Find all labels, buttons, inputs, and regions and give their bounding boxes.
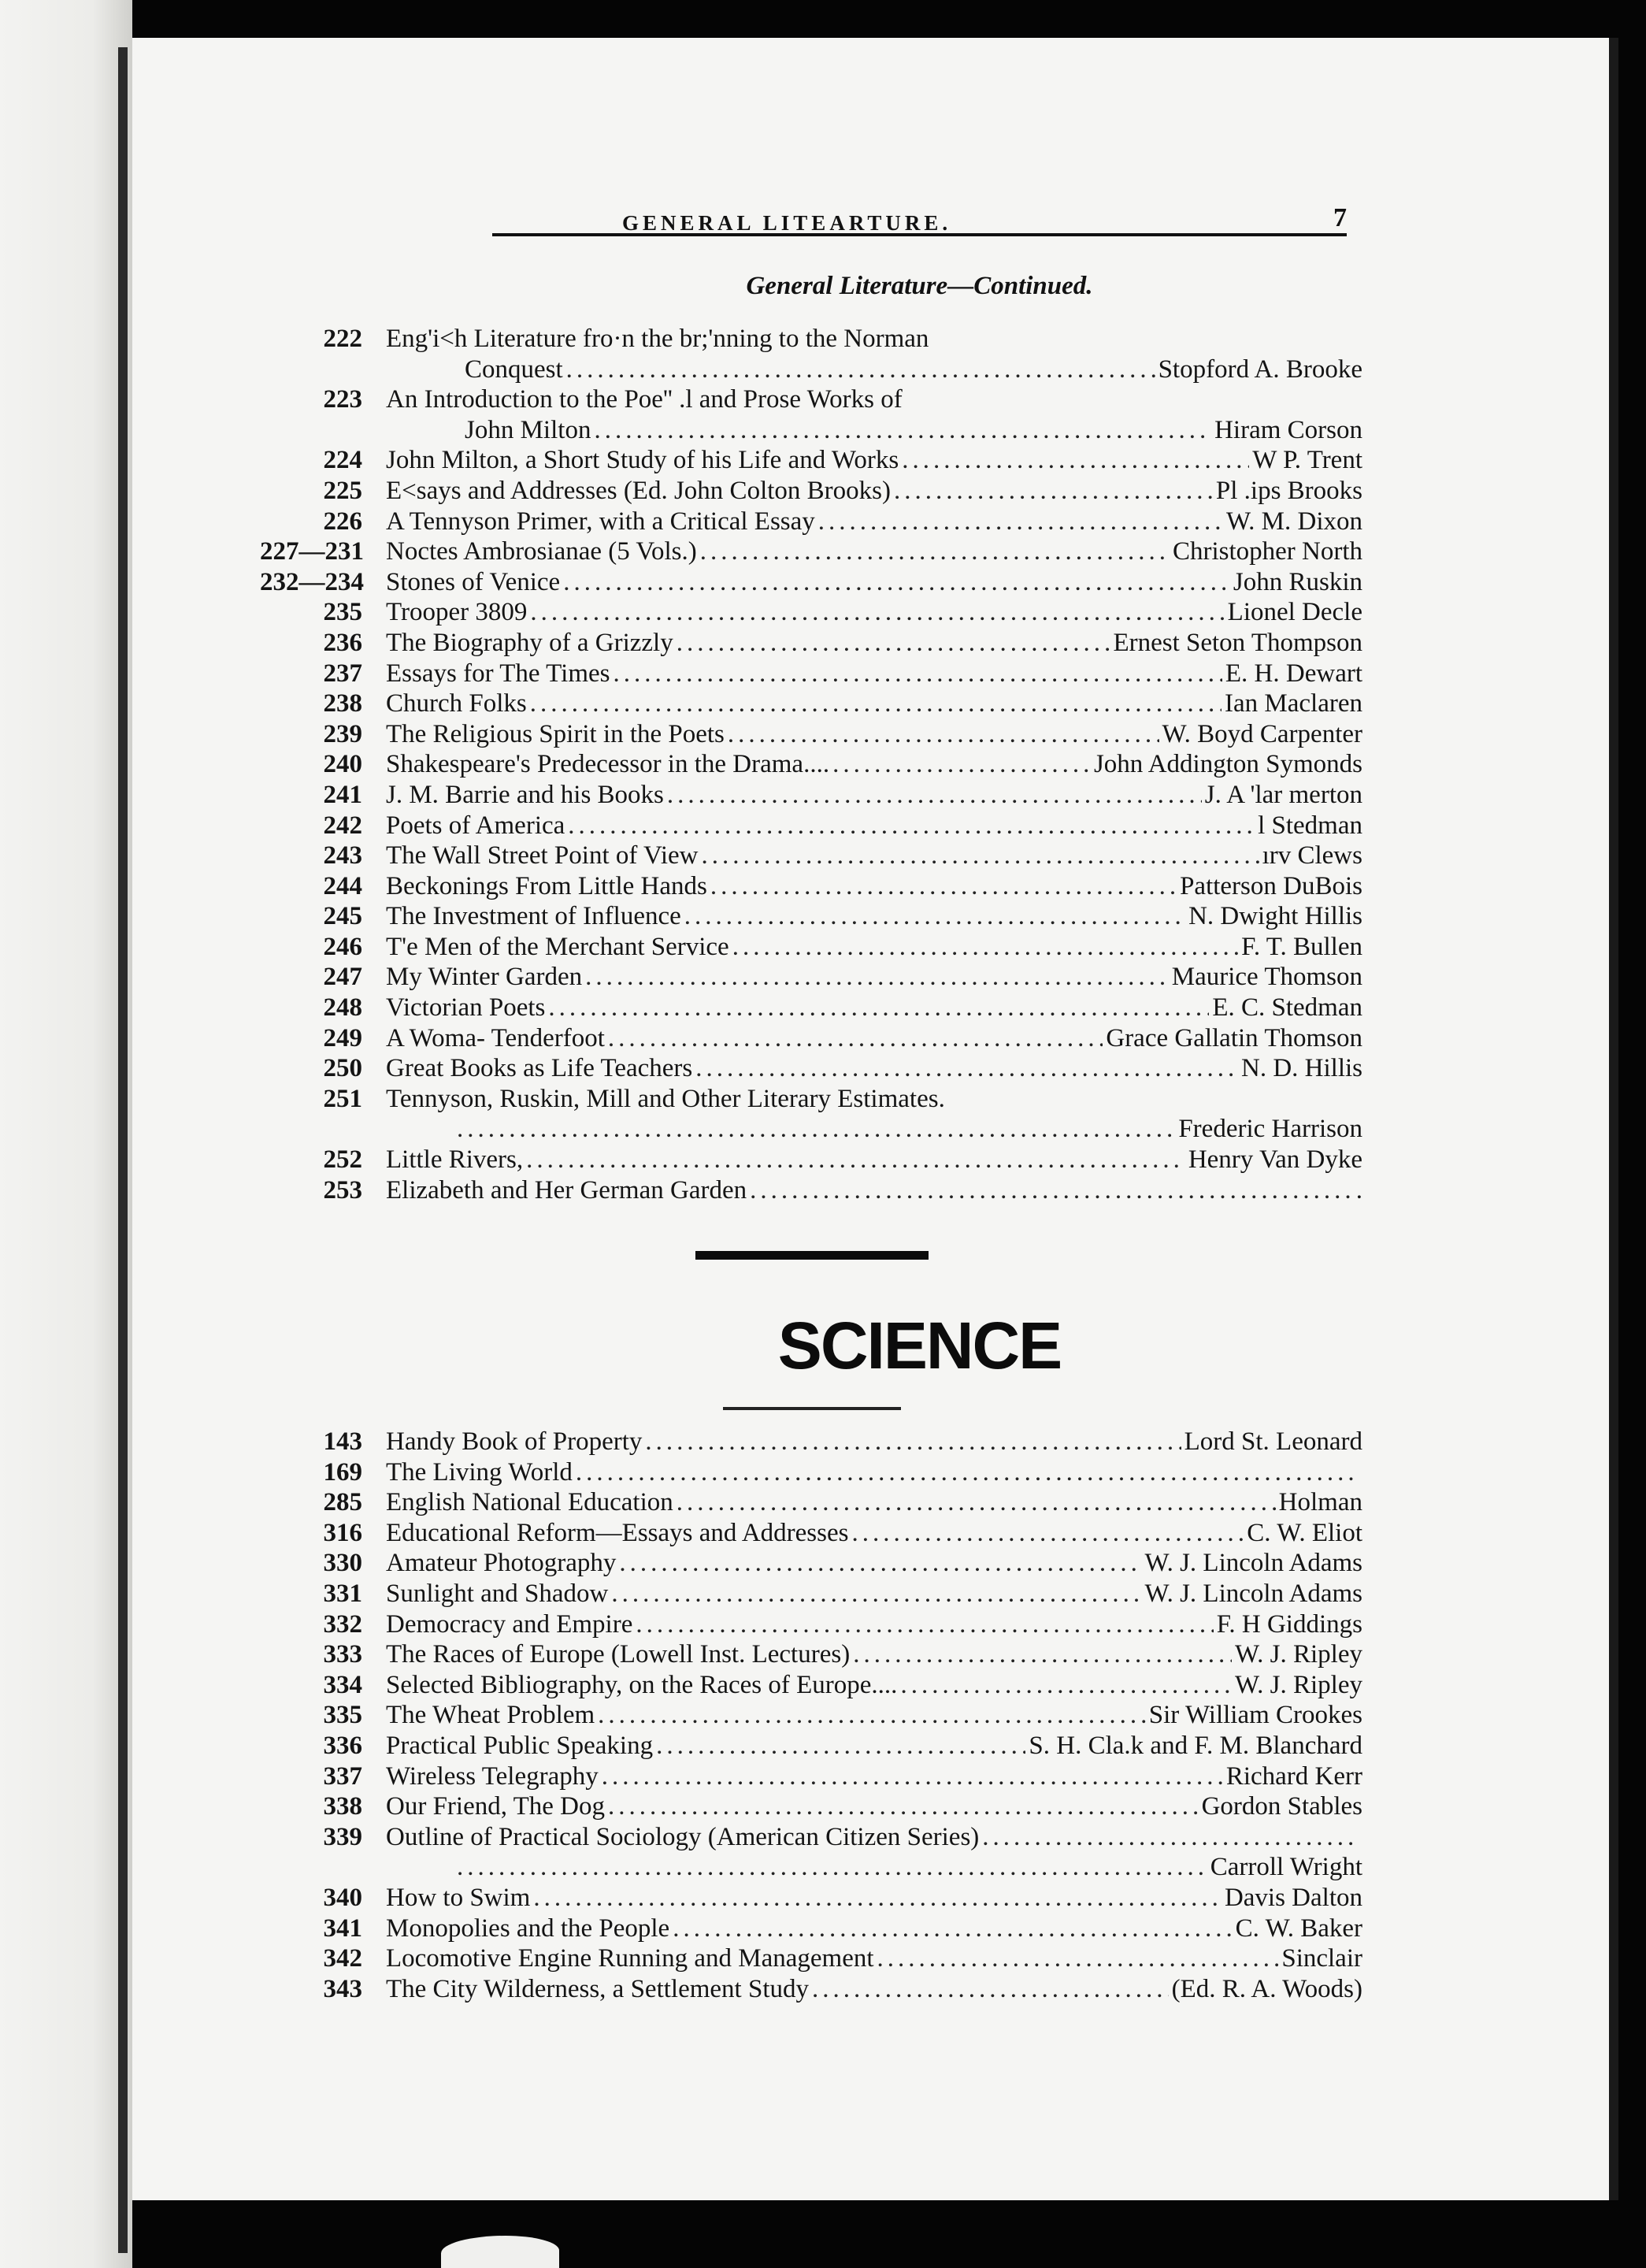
entry-title: Victorian Poets <box>386 993 546 1023</box>
entry-title: Wireless Telegraphy <box>386 1761 599 1791</box>
entry-author: W P. Trent <box>1252 446 1362 475</box>
entry-number: 334 <box>323 1670 362 1699</box>
entry-author: Stopford A. Brooke <box>1158 354 1362 384</box>
list-item <box>260 659 1362 690</box>
list-item <box>260 1458 1362 1489</box>
entry-title: Monopolies and the People <box>386 1914 670 1943</box>
entry-number: 247 <box>323 963 362 992</box>
entry-author: Ian Maclaren <box>1225 689 1362 718</box>
entry-author: E. H. Dewart <box>1225 659 1362 688</box>
entry-author: Gordon Stables <box>1201 1792 1362 1821</box>
entry-author: Lord St. Leonard <box>1184 1427 1362 1456</box>
entry-author: W. J. Lincoln Adams <box>1144 1579 1362 1608</box>
entry-title: Educational Reform—Essays and Addresses <box>386 1518 849 1547</box>
entry-title: Beckonings From Little Hands <box>386 871 707 900</box>
leader-dots <box>702 841 1259 870</box>
leader-dots <box>902 446 1249 475</box>
entry-author: Patterson DuBois <box>1180 871 1362 900</box>
entry-number: 227—231 <box>260 537 364 566</box>
entry-title: Trooper 3809 <box>386 598 528 627</box>
entry-title: English National Education <box>386 1488 673 1517</box>
entry-title: The Biography of a Grizzly <box>386 628 673 657</box>
leader-dots <box>812 1975 1169 2004</box>
entry-author: F. T. Bullen <box>1241 932 1362 961</box>
list-item <box>260 477 1362 507</box>
entry-number: 242 <box>323 811 362 840</box>
entry-author: Ernest Seton Thompson <box>1113 628 1362 657</box>
list-item <box>260 1975 1362 2006</box>
leader-dots <box>566 355 1155 384</box>
entry-title: Noctes Ambrosianae (5 Vols.) <box>386 537 697 566</box>
entry-author: C. W. Baker <box>1235 1914 1362 1943</box>
entry-author: Christopher North <box>1172 537 1362 566</box>
entry-title: Elizabeth and Her German Garden <box>386 1175 747 1205</box>
facing-page-edge <box>0 0 132 2268</box>
entry-number: 244 <box>323 871 362 900</box>
leader-dots <box>563 568 1230 597</box>
entry-author: Maurice Thomson <box>1171 963 1362 992</box>
list-item <box>260 446 1362 477</box>
list-item <box>260 1792 1362 1823</box>
list-item <box>260 1085 1362 1115</box>
leader-dots <box>982 1823 1359 1852</box>
entry-number: 250 <box>323 1054 362 1083</box>
list-item <box>260 507 1362 538</box>
leader-dots <box>853 1640 1232 1669</box>
entry-number: 223 <box>323 385 362 414</box>
list-item <box>260 1024 1362 1055</box>
list-item <box>260 1914 1362 1945</box>
entry-title: The Investment of Influence <box>386 902 681 931</box>
entry-author: W. J. Ripley <box>1235 1640 1362 1669</box>
leader-dots <box>533 1884 1222 1913</box>
entry-number: 169 <box>323 1457 362 1487</box>
science-list <box>260 1427 1362 2005</box>
entry-author: W. M. Dixon <box>1226 507 1362 536</box>
entry-author: John Addington Symonds <box>1093 750 1362 779</box>
general-literature-list <box>260 325 1362 1206</box>
list-item <box>260 598 1362 629</box>
list-item <box>260 1427 1362 1458</box>
leader-dots <box>673 1914 1232 1943</box>
entry-title: John Milton <box>465 415 591 444</box>
entry-author: W. Boyd Carpenter <box>1162 719 1362 748</box>
list-item <box>260 1701 1362 1732</box>
entry-number: 333 <box>323 1640 362 1669</box>
entry-title: J. M. Barrie and his Books <box>386 780 664 809</box>
leader-dots <box>530 598 1224 627</box>
entry-title: John Milton, a Short Study of his Life and Works <box>386 446 899 475</box>
entry-title: The Living World <box>386 1457 573 1487</box>
leader-dots <box>611 1579 1141 1609</box>
entry-number: 336 <box>323 1731 362 1760</box>
entry-number: 246 <box>323 932 362 961</box>
entry-title: How to Swim <box>386 1883 531 1912</box>
running-header-title: GENERAL LITEARTURE. <box>622 211 952 235</box>
entry-title: An Introduction to the Poe'' .l and Prose Works of <box>386 385 903 414</box>
leader-dots <box>608 1792 1199 1821</box>
leader-dots <box>530 689 1222 718</box>
entry-author: Richard Kerr <box>1225 1761 1362 1791</box>
entry-title: Conquest <box>465 354 563 384</box>
facing-page-rule <box>118 47 128 2253</box>
leader-dots <box>851 1519 1244 1548</box>
entry-number: 253 <box>323 1175 362 1205</box>
entry-author: Lionel Decle <box>1227 598 1362 627</box>
list-item <box>260 841 1362 872</box>
list-item <box>260 720 1362 751</box>
list-item <box>260 1115 1362 1145</box>
entry-title: The Wheat Problem <box>386 1701 595 1730</box>
science-underline-rule <box>723 1407 901 1410</box>
list-item <box>260 933 1362 963</box>
list-item <box>260 1853 1362 1884</box>
entry-number: 238 <box>323 689 362 718</box>
entry-number: 243 <box>323 841 362 870</box>
entry-number: 241 <box>323 780 362 809</box>
leader-dots <box>695 1054 1238 1083</box>
entry-number: 245 <box>323 902 362 931</box>
entry-number: 342 <box>323 1944 362 1973</box>
entry-number: 252 <box>323 1145 362 1175</box>
entry-number: 222 <box>323 325 362 353</box>
entry-title: Poets of America <box>386 811 565 840</box>
entry-author: N. Dwight Hillis <box>1188 902 1362 931</box>
entry-author: Pl .ips Brooks <box>1215 476 1362 505</box>
list-item <box>260 355 1362 386</box>
entry-number: 236 <box>323 628 362 657</box>
list-item <box>260 1579 1362 1610</box>
entry-author: Hiram Corson <box>1214 415 1362 444</box>
list-item <box>260 416 1362 447</box>
entry-author: F. H Giddings <box>1216 1609 1362 1639</box>
entry-number: 343 <box>323 1974 362 2003</box>
entry-author: Holman <box>1278 1488 1362 1517</box>
entry-number: 235 <box>323 598 362 627</box>
entry-number: 339 <box>323 1822 362 1851</box>
list-item <box>260 1823 1362 1854</box>
list-item <box>260 325 1362 355</box>
entry-number: 251 <box>323 1084 362 1113</box>
entry-number: 330 <box>323 1549 362 1578</box>
entry-author: ırv Clews <box>1262 841 1362 870</box>
entry-title: Locomotive Engine Running and Management <box>386 1944 874 1973</box>
entry-number: 340 <box>323 1883 362 1912</box>
list-item <box>260 872 1362 903</box>
entry-author: Sir William Crookes <box>1148 1701 1362 1730</box>
page-number: 7 <box>1333 203 1347 232</box>
list-item <box>260 1884 1362 1914</box>
entry-number: 335 <box>323 1701 362 1730</box>
list-item <box>260 902 1362 933</box>
entry-author: Henry Van Dyke <box>1188 1145 1362 1175</box>
entry-number: 143 <box>323 1427 362 1456</box>
entry-title: E<says and Addresses (Ed. John Colton Brooks) <box>386 476 891 505</box>
leader-dots <box>677 629 1110 658</box>
entry-title: Democracy and Empire <box>386 1609 633 1639</box>
entry-title: Amateur Photography <box>386 1549 617 1578</box>
list-item <box>260 1176 1362 1207</box>
entry-author: C. W. Eliot <box>1247 1518 1362 1547</box>
leader-dots <box>526 1145 1185 1175</box>
entry-author: (Ed. R. A. Woods) <box>1171 1974 1362 2003</box>
entry-author: l Stedman <box>1258 811 1362 840</box>
leader-dots <box>457 1853 1207 1882</box>
list-item <box>260 1732 1362 1762</box>
list-item <box>260 385 1362 416</box>
list-item <box>260 689 1362 720</box>
entry-title: A Tennyson Primer, with a Critical Essay <box>386 507 815 536</box>
entry-title: Sunlight and Shadow <box>386 1579 609 1608</box>
list-item <box>260 781 1362 811</box>
entry-author: J. A 'lar merton <box>1204 780 1362 809</box>
leader-dots <box>684 902 1185 931</box>
entry-title: A Woma- Tenderfoot <box>386 1023 605 1052</box>
list-item <box>260 1762 1362 1793</box>
list-item <box>260 811 1362 842</box>
list-item <box>260 629 1362 659</box>
entry-title: Handy Book of Property <box>386 1427 643 1456</box>
section-subtitle: General Literature—Continued. <box>746 272 1093 300</box>
entry-author: Sinclair <box>1281 1944 1362 1973</box>
entry-title: T'e Men of the Merchant Service <box>386 932 729 961</box>
list-item <box>260 1054 1362 1085</box>
leader-dots <box>598 1701 1146 1730</box>
entry-number: 332 <box>323 1609 362 1639</box>
entry-author: Grace Gallatin Thomson <box>1106 1023 1362 1052</box>
leader-dots <box>457 1115 1175 1144</box>
leader-dots <box>585 963 1169 992</box>
entry-number: 239 <box>323 719 362 748</box>
leader-dots <box>645 1427 1181 1457</box>
list-item <box>260 993 1362 1024</box>
entry-title: Selected Bibliography, on the Races of Europe.... <box>386 1670 898 1699</box>
leader-dots <box>818 507 1223 536</box>
leader-dots <box>602 1762 1223 1791</box>
list-item <box>260 1519 1362 1550</box>
leader-dots <box>750 1176 1353 1205</box>
leader-dots <box>594 416 1211 445</box>
entry-title: Essays for The Times <box>386 659 610 688</box>
entry-title: Practical Public Speaking <box>386 1731 654 1760</box>
entry-author: E. C. Stedman <box>1212 993 1362 1023</box>
entry-author: N. D. Hillis <box>1240 1054 1362 1083</box>
leader-dots <box>677 1488 1276 1517</box>
entry-number: 248 <box>323 993 362 1023</box>
leader-dots <box>614 659 1222 689</box>
leader-dots <box>877 1944 1279 1973</box>
leader-dots <box>576 1458 1359 1487</box>
page-blot <box>441 2236 559 2268</box>
entry-number: 249 <box>323 1023 362 1052</box>
entry-title: My Winter Garden <box>386 963 583 992</box>
entry-title: The Religious Spirit in the Poets <box>386 719 725 748</box>
entry-title: Church Folks <box>386 689 527 718</box>
section-divider-rule <box>695 1251 929 1260</box>
entry-author: W. J. Ripley <box>1235 1670 1362 1699</box>
entry-number: 240 <box>323 750 362 779</box>
entry-number: 338 <box>323 1792 362 1821</box>
entry-author: . <box>1355 1175 1362 1205</box>
entry-number: 285 <box>323 1488 362 1517</box>
list-item <box>260 1549 1362 1579</box>
list-item <box>260 568 1362 599</box>
entry-number: 225 <box>323 476 362 505</box>
entry-number: 226 <box>323 507 362 536</box>
entry-title: Outline of Practical Sociology (American Citizen Series) <box>386 1822 980 1851</box>
leader-dots <box>900 1671 1232 1700</box>
entry-number: 224 <box>323 446 362 475</box>
leader-dots <box>548 993 1209 1023</box>
entry-title: Eng'i<h Literature fro·n the br;'nning to the Norman <box>386 325 929 353</box>
entry-number: 341 <box>323 1914 362 1943</box>
leader-dots <box>710 872 1177 901</box>
entry-title: Our Friend, The Dog <box>386 1792 606 1821</box>
entry-number: 316 <box>323 1518 362 1547</box>
list-item <box>260 1671 1362 1702</box>
list-item <box>260 750 1362 781</box>
list-item <box>260 1145 1362 1176</box>
entry-author: Davis Dalton <box>1224 1883 1362 1912</box>
list-item <box>260 963 1362 993</box>
leader-dots <box>732 933 1238 962</box>
entry-author: John Ruskin <box>1233 567 1362 596</box>
entry-title: Little Rivers, <box>386 1145 524 1175</box>
entry-number: 337 <box>323 1761 362 1791</box>
leader-dots <box>608 1024 1103 1053</box>
entry-title: The Wall Street Point of View <box>386 841 699 870</box>
leader-dots <box>619 1549 1141 1578</box>
entry-author: Carroll Wright <box>1210 1853 1362 1882</box>
entry-author: S. H. Cla.k and F. M. Blanchard <box>1029 1731 1362 1760</box>
entry-author: Frederic Harrison <box>1178 1115 1362 1144</box>
entry-title: Tennyson, Ruskin, Mill and Other Literary Estimates. <box>386 1084 945 1113</box>
leader-dots <box>656 1732 1025 1761</box>
entry-number: 232—234 <box>260 567 364 596</box>
science-heading: SCIENCE <box>777 1308 1062 1383</box>
entry-title: Shakespeare's Predecessor in the Drama.... <box>386 750 830 779</box>
entry-title: The Races of Europe (Lowell Inst. Lectures) <box>386 1640 851 1669</box>
leader-dots <box>894 477 1213 506</box>
leader-dots <box>667 781 1202 810</box>
leader-dots <box>636 1610 1213 1639</box>
list-item <box>260 1610 1362 1641</box>
leader-dots <box>728 720 1159 749</box>
leader-dots <box>832 750 1091 779</box>
entry-title: Great Books as Life Teachers <box>386 1054 693 1083</box>
entry-title: The City Wilderness, a Settlement Study <box>386 1974 809 2003</box>
entry-number: 331 <box>323 1579 362 1608</box>
list-item <box>260 1488 1362 1519</box>
entry-author: W. J. Lincoln Adams <box>1144 1549 1362 1578</box>
list-item <box>260 1640 1362 1671</box>
leader-dots <box>568 811 1255 841</box>
leader-dots <box>700 537 1170 566</box>
list-item <box>260 1944 1362 1975</box>
entry-title: Stones of Venice <box>386 567 561 596</box>
list-item <box>260 537 1362 568</box>
running-header <box>492 178 1347 236</box>
entry-number: 237 <box>323 659 362 688</box>
